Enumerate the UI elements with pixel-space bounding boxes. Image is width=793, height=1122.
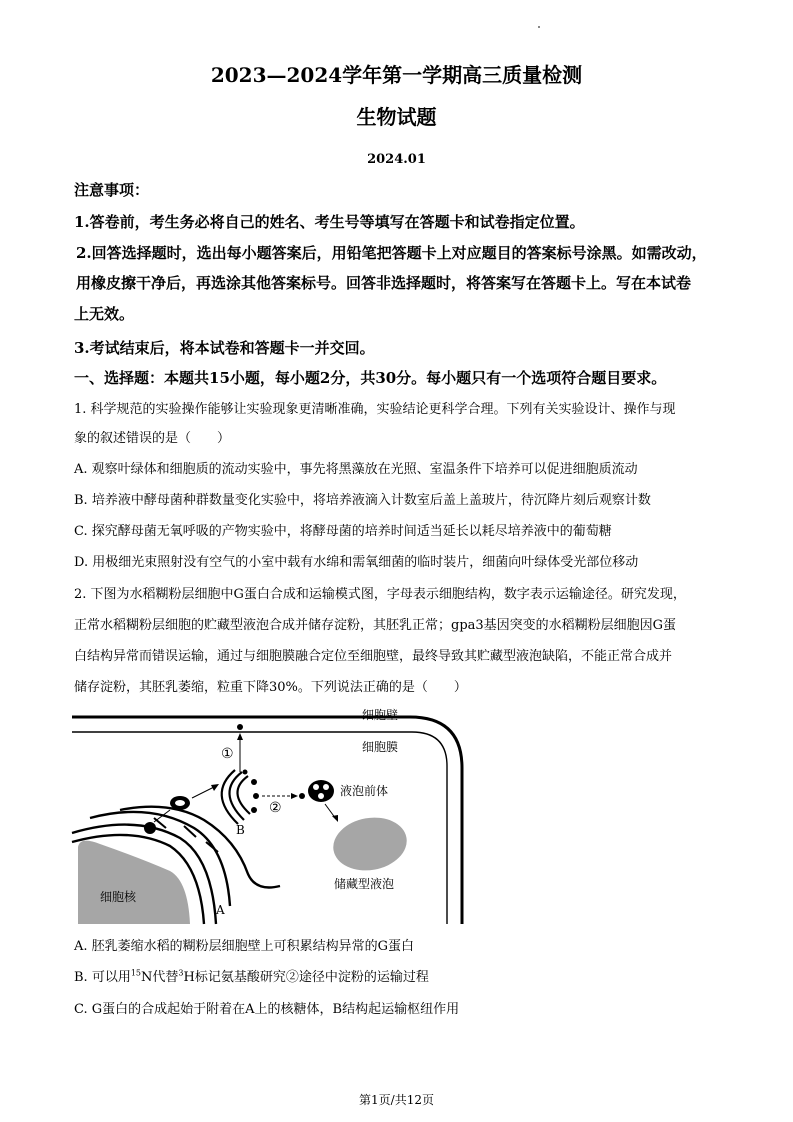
q1-stem-line-1: 1. 科学规范的实验操作能够让实验现象更清晰准确，实验结论更科学合理。下列有关实验设计、操作与现 [74,402,676,417]
nucleus-label: 细胞核 [100,890,137,904]
q2-stem-line-2: 正常水稻糊粉层细胞的贮藏型液泡合成并储存淀粉，其胚乳正常；gpa3基因突变的水稻糊粉层细胞因G蛋 [74,618,677,633]
q2-option-b [74,969,429,987]
golgi-cisterna-1 [237,776,250,814]
structure-b-label: B [236,823,245,837]
vacuole-precursor-dot-3 [318,793,324,799]
cell-membrane-label: 细胞膜 [362,740,399,754]
q2-option-c: C. G蛋白的合成起始于附着在A上的核糖体，B结构起运输枢纽作用 [74,1002,460,1017]
path2-arrowhead [291,793,298,799]
precursor-to-vacuole-arrowhead [332,815,338,822]
isotope-3-mass: 3 [178,968,184,978]
q2-option-b-mid: N代替 [141,970,179,985]
storage-vacuole-shape [329,812,411,876]
exam-title: 2023—2024学年第一学期高三质量检测 [210,63,583,87]
notice-item-1: 1.答卷前，考生务必将自己的姓名、考生号等填写在答题卡和试卷指定位置。 [74,213,585,231]
cell-diagram [70,706,470,928]
scan-speck [538,26,540,28]
membrane-vesicle [237,724,243,730]
path1-label: ① [221,746,234,762]
q1-option-d: D. 用极细光束照射没有空气的小室中载有水绵和需氧细菌的临时装片，细菌向叶绿体受光部位移动 [74,555,639,570]
notice-item-2-line-2: 用橡皮擦干净后，再选涂其他答案标号。回答非选择题时，将答案写在答题卡上。写在本试卷 [76,274,692,292]
q1-option-c: C. 探究酵母菌无氧呼吸的产物实验中，将酵母菌的培养时间适当延长以耗尽培养液中的葡萄糖 [74,524,612,539]
q1-option-a: A. 观察叶绿体和细胞质的流动实验中，事先将黑藻放在光照、室温条件下培养可以促进细胞质流动 [74,462,638,477]
golgi-vesicle-3 [251,807,257,813]
exam-date: 2024.01 [367,152,426,167]
notice-item-2-line-1: 2.回答选择题时，选出每小题答案后，用铅笔把答题卡上对应题目的答案标号涂黑。如需改动， [76,244,707,262]
nucleus-shape [78,841,190,924]
q1-stem-line-2: 象的叙述错误的是（ ） [74,431,231,446]
isotope-15-mass: 15 [130,968,142,978]
structure-a-label: A [216,903,225,917]
storage-vacuole-label: 储藏型液泡 [334,877,395,891]
page-footer: 第1页/共12页 [359,1093,434,1107]
vacuole-precursor-dot-1 [313,784,319,790]
transport-vesicle-core [175,800,185,806]
q2-option-b-prefix: B. 可以用 [74,970,131,985]
golgi-vesicle-1 [251,779,257,785]
section-1-heading: 一、选择题：本题共15小题，每小题2分，共30分。每小题只有一个选项符合题目要求。 [74,369,667,387]
golgi-vesicle-4 [243,770,248,775]
golgi-vesicle-2 [253,793,259,799]
q2-stem-line-1: 2. 下图为水稻糊粉层细胞中G蛋白合成和运输模式图，字母表示细胞结构，数字表示运输途径。研究发现， [74,587,686,602]
path2-label: ② [269,800,282,816]
vacuole-precursor-label: 液泡前体 [340,784,389,798]
vacuole-precursor-dot-2 [323,784,329,790]
path2-vesicle [299,793,305,799]
cell-wall-label: 细胞壁 [362,708,399,722]
q1-option-b: B. 培养液中酵母菌种群数量变化实验中，将培养液滴入计数室后盖上盖玻片，待沉降片刻后观察计数 [74,493,651,508]
q2-stem-line-3: 白结构异常而错误运输，通过与细胞膜融合定位至细胞壁，最终导致其贮藏型液泡缺陷，不能正常合成并 [74,649,673,664]
q2-option-a: A. 胚乳萎缩水稻的糊粉层细胞壁上可积累结构异常的G蛋白 [74,939,415,954]
notice-item-2-line-3: 上无效。 [74,305,135,323]
path1-arrowhead [237,733,243,740]
notice-item-3: 3.考试结束后，将本试卷和答题卡一并交回。 [74,339,375,357]
q2-option-b-suffix: H标记氨基酸研究②途径中淀粉的运输过程 [183,970,429,985]
exam-subject: 生物试题 [356,105,437,129]
q2-stem-line-4: 储存淀粉，其胚乳萎缩，粒重下降30%。下列说法正确的是（ ） [74,680,467,695]
er-vesicle-bud [144,822,156,834]
notice-heading: 注意事项： [74,181,150,199]
